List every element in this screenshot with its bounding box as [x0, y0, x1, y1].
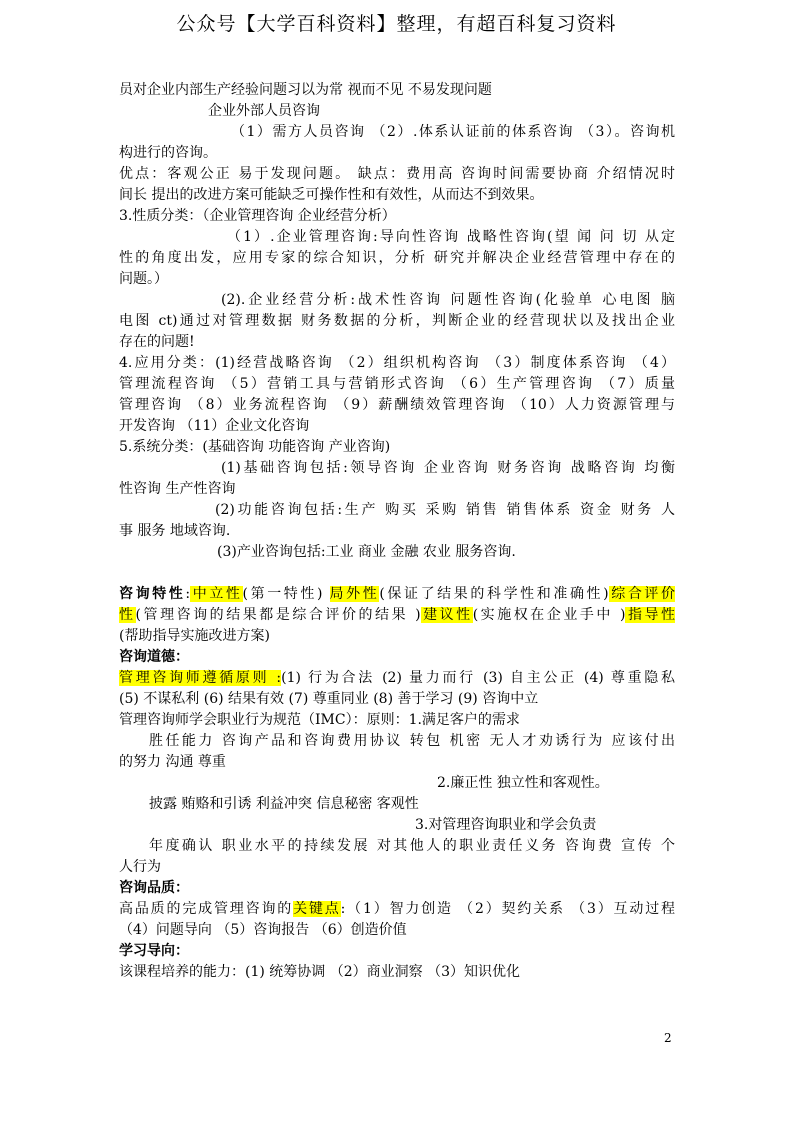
principles-line: 管理咨询师遵循原则 :(1) 行为合法 (2) 量力而行 (3) 自主公正 (4) 尊重隐私 [119, 670, 675, 686]
text-line: 电图 ct)通过对管理数据 财务数据的分析，判断企业的经营现状以及找出企业 [119, 313, 675, 329]
text-line: 年度确认 职业水平的持续发展 对其他人的职业责任义务 咨询费 宣传 个 [149, 838, 675, 854]
text-line: 3.性质分类：（企业管理咨询 企业经营分析） [119, 208, 396, 224]
text-line: 2.廉正性 独立性和客观性。 [437, 775, 609, 791]
highlight: 综合评价 [608, 586, 675, 602]
text-line: 3.对管理咨询职业和学会负责 [415, 817, 597, 833]
text-line: （1）.企业管理咨询:导向性咨询 战略性咨询(望 闻 问 切 从定 [227, 229, 675, 245]
section-title: 学习导向 [119, 943, 175, 959]
text-line: 性的角度出发，应用专家的综合知识，分析 研究并解决企业经营管理中存在的 [119, 250, 675, 266]
text-line: (帮助指导实施改进方案) [119, 628, 270, 644]
text-line: 性咨询 生产性咨询 [119, 481, 236, 497]
highlight: 管理咨询师遵循原则 : [119, 670, 282, 686]
text-line: (2)功能咨询包括:生产 购买 采购 销售 销售体系 资金 财务 人 [215, 502, 675, 518]
text-line: 员对企业内部生产经验问题习以为常 视而不见 不易发现问题 [119, 82, 492, 98]
text-line: 问题。） [119, 271, 168, 287]
text-line: 胜任能力 咨询产品和咨询费用协议 转包 机密 无人才劝诱行为 应该付出 [149, 733, 675, 749]
text-line: 管理咨询 （8）业务流程咨询 （9）薪酬绩效管理咨询 （10）人力资源管理与 [119, 397, 675, 413]
highlight: 关键点 [293, 901, 341, 917]
text-line: 人行为 [119, 859, 161, 875]
text-line: 开发咨询 （11）企业文化咨询 [119, 418, 310, 434]
highlight: 建议性 [420, 607, 473, 623]
text-line: 事 服务 地域咨询. [119, 523, 231, 539]
section-heading: 学习导向： [119, 943, 189, 959]
section-heading: 咨询品质： [119, 880, 189, 896]
page-number: 2 [664, 1031, 672, 1045]
highlight: 性 [119, 607, 136, 623]
text-line: 管理流程咨询 （5）营销工具与营销形式咨询 （6）生产管理咨询 （7）质量 [119, 376, 675, 392]
text-line: 4.应用分类：(1)经营战略咨询 （2）组织机构咨询 （3）制度体系咨询 （4） [119, 355, 675, 371]
text-line: (1)基础咨询包括:领导咨询 企业咨询 财务咨询 战略咨询 均衡 [221, 460, 675, 476]
section-title: 咨询特性 [119, 586, 186, 602]
quality-line: 高品质的完成管理咨询的关键点:（1）智力创造 （2）契约关系 （3）互动过程 [119, 901, 675, 917]
highlight: 中立性 [190, 586, 243, 602]
text-line: （4）问题导向 （5）咨询报告 （6）创造价值 [119, 922, 407, 938]
text-line: 披露 贿赂和引诱 利益冲突 信息秘密 客观性 [149, 796, 419, 812]
text-line: 的努力 沟通 尊重 [119, 754, 226, 770]
text-line: （1）需方人员咨询 （2）.体系认证前的体系咨询 （3）。咨询机 [231, 124, 675, 140]
text-line: 管理咨询师学会职业行为规范（IMC）：原则：1.满足客户的需求 [119, 712, 520, 728]
page-header: 公众号【大学百科资料】整理，有超百科复习资料 [176, 13, 617, 35]
text-line: 该课程培养的能力：(1) 统筹协调 （2）商业洞察 （3）知识优化 [119, 964, 520, 980]
blank-line [119, 563, 675, 584]
document-body [119, 80, 675, 983]
text-line: 间长 提出的改进方案可能缺乏可操作性和有效性，从而达不到效果。 [119, 187, 544, 203]
text-line: 优点：客观公正 易于发现问题。 缺点：费用高 咨询时间需要协商 介绍情况时 [119, 166, 675, 182]
text-line: (3)产业咨询包括:工业 商业 金融 农业 服务咨询. [217, 544, 516, 560]
section-title: 咨询品质 [119, 880, 175, 896]
highlight: 局外性 [329, 586, 380, 602]
section-heading: 咨询道德： [119, 649, 189, 665]
highlight: 指导性 [625, 607, 675, 623]
text-line: 构进行的咨询。 [119, 145, 217, 161]
text-line: 企业外部人员咨询 [208, 103, 320, 119]
text-line: 存在的问题! [119, 334, 195, 350]
text-line: (5) 不谋私利 (6) 结果有效 (7) 尊重同业 (8) 善于学习 (9) 咨询中立 [119, 691, 539, 707]
text-line: (2).企业经营分析:战术性咨询 问题性咨询(化验单 心电图 脑 [221, 292, 675, 308]
consulting-traits-line: 咨询特性:中立性(第一特性) 局外性(保证了结果的科学性和准确性)综合评价 [119, 586, 675, 602]
text-line: 5.系统分类：(基础咨询 功能咨询 产业咨询) [119, 439, 391, 455]
section-title: 咨询道德 [119, 649, 175, 665]
consulting-traits-line: 性(管理咨询的结果都是综合评价的结果 )建议性(实施权在企业手中 )指导性 [119, 607, 675, 623]
